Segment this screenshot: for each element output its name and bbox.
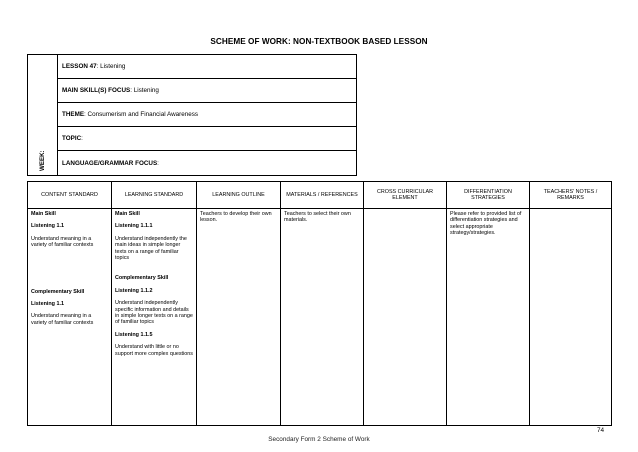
- ls-comp-skill: Complementary Skill: [115, 275, 169, 282]
- ls-main-skill: Main Skill: [115, 211, 140, 217]
- lesson-row: [58, 55, 356, 79]
- cell-cross-curricular: [364, 209, 447, 426]
- ls-main-text: Understand independently the main ideas in simple longer texts on a range of familiar topics: [115, 235, 187, 262]
- header-content-standard: CONTENT STANDARD: [28, 182, 112, 209]
- page-footer: Secondary Form 2 Scheme of Work: [268, 436, 370, 443]
- header-learning-standard: LEARNING STANDARD: [112, 182, 197, 209]
- theme-row: [58, 103, 356, 127]
- lesson-key: LESSON 47: [62, 63, 97, 70]
- theme-value: : Consumerism and Financial Awareness: [84, 111, 199, 118]
- topic-key: TOPIC: [62, 135, 82, 142]
- ls-comp-code2: Listening 1.1.5: [115, 331, 153, 338]
- lesson-value: : Listening: [96, 63, 126, 70]
- cell-differentiation: Please refer to provided list of differentiation strategies and select appropriate strategy/strategies.: [447, 209, 530, 426]
- cell-learning-standard: [112, 209, 197, 426]
- header-notes: TEACHERS' NOTES / REMARKS: [530, 182, 612, 209]
- scheme-table: [27, 181, 612, 426]
- cs-comp-text: Understand meaning in a variety of familiar contexts: [31, 313, 94, 326]
- week-column: [28, 55, 58, 175]
- page-title: SCHEME OF WORK: NON-TEXTBOOK BASED LESSON: [210, 37, 428, 46]
- main-skill-key: MAIN SKILL(S) FOCUS: [62, 87, 131, 94]
- cs-main-text: Understand meaning in a variety of familiar contexts: [31, 235, 94, 249]
- cell-materials: Teachers to select their own materials.: [281, 209, 364, 426]
- week-label: WEEK:: [39, 150, 46, 171]
- topic-value: :: [81, 135, 83, 142]
- grammar-value: :: [157, 160, 159, 167]
- cs-comp-code: Listening 1.1: [31, 301, 64, 308]
- ls-comp-text: Understand independently specific information and details in simple longer texts on a range of familiar topics: [115, 300, 193, 326]
- table-row: [28, 209, 612, 426]
- cs-comp-skill: Complementary Skill: [31, 288, 85, 295]
- lesson-info-box: [27, 54, 357, 176]
- main-skill-value: : Listening: [130, 87, 159, 94]
- ls-comp-code: Listening 1.1.2: [115, 287, 153, 294]
- main-skill-row: [58, 79, 356, 103]
- header-cross-curricular: CROSS CURRICULAR ELEMENT: [364, 182, 447, 209]
- cs-main-code: Listening 1.1: [31, 223, 64, 230]
- header-materials: MATERIALS / REFERENCES: [281, 182, 364, 209]
- cs-main-skill: Main Skill: [31, 211, 56, 217]
- grammar-row: [58, 151, 356, 176]
- page-number: 74: [597, 427, 605, 434]
- grammar-key: LANGUAGE/GRAMMAR FOCUS: [62, 160, 158, 167]
- theme-key: THEME: [62, 111, 85, 118]
- header-differentiation: DIFFERENTIATION STRATEGIES: [447, 182, 530, 209]
- table-header-row: [28, 182, 612, 209]
- ls-comp-text2: Understand with little or no support more complex questions: [115, 344, 193, 357]
- cell-learning-outline: Teachers to develop their own lesson.: [197, 209, 281, 426]
- header-learning-outline: LEARNING OUTLINE: [197, 182, 281, 209]
- cell-content-standard: [28, 209, 112, 426]
- topic-row: [58, 127, 356, 151]
- cell-notes: [530, 209, 612, 426]
- ls-main-code: Listening 1.1.1: [115, 223, 153, 230]
